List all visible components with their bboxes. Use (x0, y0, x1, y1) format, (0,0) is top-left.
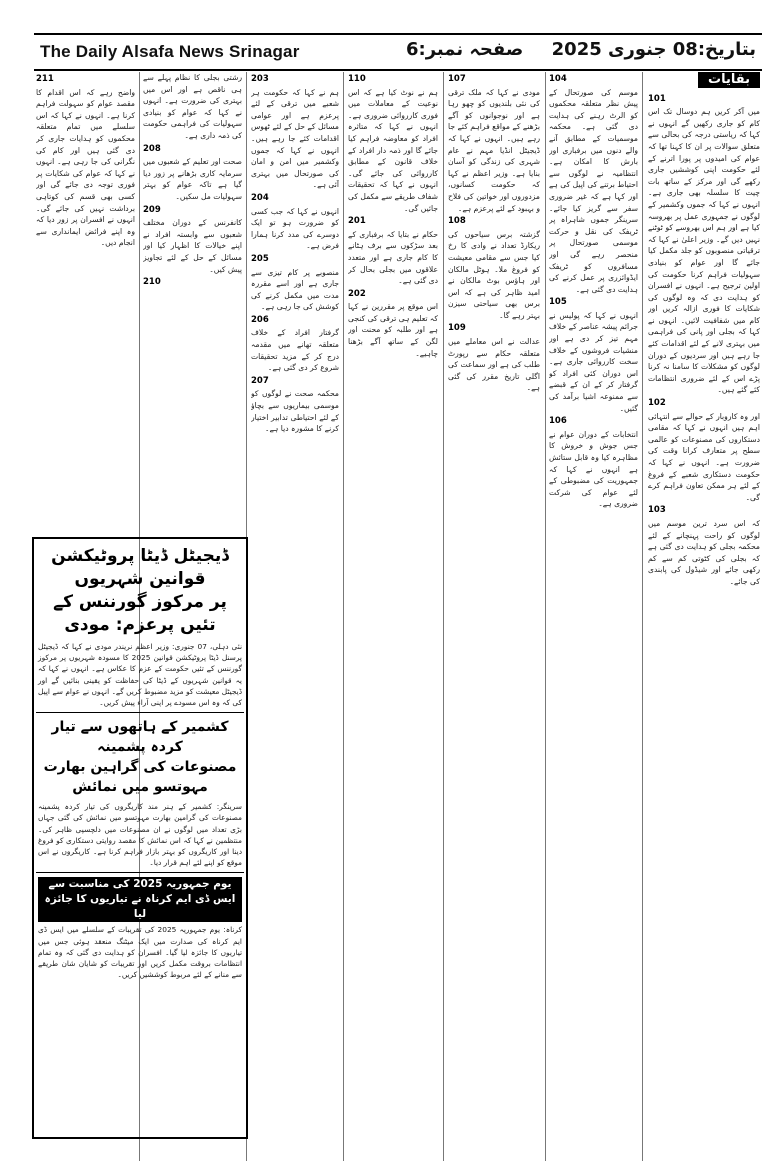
story-text: ہم نے نوٹ کیا ہے کہ اس نوعیت کے معاملات میں فوری کارروائی ضروری ہے۔ انہوں نے کہا کہ متاثرہ افراد کو معاوضہ فراہم کیا جائے گا اور ذمہ دار افراد کے خلاف قانون کے مطابق کارروائی کی جائے گی۔ انہوں نے کہا کہ تحقیقات شفاف طریقے سے مکمل کی جائیں گی۔ (348, 87, 438, 213)
story-number: 204 (251, 192, 269, 203)
column-6 (143, 72, 242, 532)
story-number: 108 (448, 216, 466, 227)
story-text: انتخابات کے دوران عوام نے جس جوش و خروش کا مظاہرہ کیا وہ قابل ستائش ہے انہوں نے کہا کہ جمہوریت کی مضبوطی کے لئے عوام کی شرکت ضروری ہے۔ (549, 429, 638, 509)
column-1 (648, 72, 760, 1157)
story-number: 103 (648, 505, 666, 516)
issue-date: بتاریخ:08 جنوری 2025 (551, 39, 756, 60)
story-text: واضح رہے کہ اس اقدام کا مقصد عوام کو سہولت فراہم کرنا ہے۔ انہوں نے کہا کہ اس سلسلے میں تمام متعلقہ محکموں کو ہدایات جاری کر دی گئی ہیں اور کام کی نگرانی کی جا رہی ہے۔ انہوں نے کہا کہ عوام کی شکایات پر فوری توجہ دی جائے گی اور کسی بھی قسم کی کوتاہی برداشت نہیں کی جائے گی۔ انہوں نے افسران پر زور دیا کہ وہ اپنے فرائض ایمانداری سے انجام دیں۔ (36, 87, 135, 248)
story-text: کانفرنس کے دوران مختلف شعبوں سے وابستہ افراد نے اپنے خیالات کا اظہار کیا اور مسائل کے حل کے لئے تجاویز پیش کیں۔ (143, 218, 242, 274)
column-divider (343, 72, 344, 1161)
story-text: گرفتار افراد کے خلاف متعلقہ تھانے میں مقدمہ درج کر کے مزید تحقیقات شروع کر دی گئی ہے۔ (251, 328, 339, 373)
page-number: صفحہ نمبر:6 (406, 39, 524, 60)
story-text: اس موقع پر مقررین نے کہا کہ تعلیم ہی ترقی کی کنجی ہے اور طلبہ کو محنت اور لگن کے ساتھ آگے بڑھنا چاہیے۔ (348, 302, 438, 358)
story-number: 205 (251, 253, 269, 264)
column-divider (545, 72, 546, 1161)
column-3 (448, 72, 540, 1157)
story-number: 106 (549, 416, 567, 427)
story-number: 101 (648, 93, 666, 104)
column-divider (443, 72, 444, 1161)
story-text: محکمہ صحت نے لوگوں کو موسمی بیماریوں سے بچاؤ کے لئے احتیاطی تدابیر اختیار کرنے کا مشورہ دیا ہے۔ (251, 389, 339, 434)
story-text: سرینگر: کشمیر کے ہنر مند کاریگروں کی تیار کردہ پشمینہ مصنوعات کی گرامین بھارت مہوتسو میں نمائش کی گئی جہاں بڑی تعداد میں لوگوں نے ان مصنوعات میں دلچسپی ظاہر کی۔ منتظمین نے کہا کہ اس نمائش کا مقصد روایتی دستکاری کو فروغ دینا اور کاریگروں کو بہتر بازار فراہم کرنا ہے۔ کاریگروں نے اس موقع کو اپنے لئے اہم قرار دیا۔ (38, 802, 242, 868)
divider (36, 712, 244, 713)
divider (36, 872, 244, 873)
story-text: رشتی بجلی کا نظام پہلے سے ہی ناقص ہے اور اس میں بہتری کی ضرورت ہے۔ انہوں نے کہا کہ عوام کو بنیادی سہولیات کی فراہمی حکومت کی ذمہ داری ہے۔ (143, 73, 242, 140)
column-7 (36, 72, 135, 532)
column-4 (348, 72, 438, 1157)
story-number: 110 (348, 74, 366, 84)
story-number: 202 (348, 288, 366, 299)
story-text: انہوں نے کہا کہ جب کسی کو ضرورت ہو تو ایک دوسرے کی مدد کرنا ہمارا فرض ہے۔ (251, 206, 339, 251)
headline: یوم جمہوریہ 2025 کی مناسبت سے ایس ڈی ایم کرناہ نے تیاریوں کا جائزہ لیا (38, 877, 242, 922)
story-text: نئی دہلی، 07 جنوری: وزیر اعظم نریندر مودی نے کہا کہ ڈیجیٹل پرسنل ڈیٹا پروٹیکشن قوانین 2025 کا مسودہ شہریوں پر مرکوز گورننس کے تئیں حکومت کے عزم کا عکاس ہے۔ انہوں نے کہا کہ یہ قوانین شہریوں کے ڈیٹا کی حفاظت کو یقینی بنائیں گے اور ڈیجیٹل معیشت کو مزید مضبوط کریں گے۔ انہوں نے عوام سے اپیل کی کہ وہ اس مسودے پر اپنی آراء پیش کریں۔ (38, 642, 243, 708)
masthead (34, 33, 762, 71)
story-number: 201 (348, 216, 366, 227)
story-number: 210 (143, 277, 161, 288)
story-text: منصوبے پر کام تیزی سے جاری ہے اور اسے مقررہ مدت میں مکمل کرنے کی کوشش کی جا رہی ہے۔ (251, 267, 339, 312)
headline: مصنوعات کی گراہین بھارت مہوتسو میں نمائش (43, 759, 237, 796)
story-text: مودی نے کہا کہ ملک ترقی کی نئی بلندیوں کو چھو رہا ہے اور نوجوانوں کو آگے بڑھنے کے مواقع فراہم کئے جا رہے ہیں۔ انہوں نے کہا کہ ڈیجیٹل انڈیا مہم نے عام شہری کی زندگی کو آسان بنایا ہے۔ وزیر اعظم نے کہا کہ حکومت کسانوں، مزدوروں اور خواتین کی فلاح و بہبود کے لئے پرعزم ہے۔ (448, 87, 540, 213)
story-number: 206 (251, 314, 269, 325)
story-number: 207 (251, 375, 269, 386)
story-text: عدالت نے اس معاملے میں متعلقہ حکام سے رپورٹ طلب کی ہے اور سماعت کی اگلی تاریخ مقرر کی گئی ہے۔ (448, 337, 540, 393)
story-text: میں آکر کریں ہم دوسال تک اس کام کو جاری رکھیں گے انہوں نے کہا کہ ریاستی درجہ کی بحالی سے متعلق سوالات پر ان کا کہنا تھا کہ عوام کی امیدوں پر پورا اترنے کے لئے حکومت اپنی کوششیں جاری رکھے گی اور مرکز کے ساتھ بات چیت کا سلسلہ بھی جاری ہے۔ انہوں نے کہا کہ جموں وکشمیر کے لوگوں نے جمہوری عمل پر بھروسہ کیا ہے اور ہم اس بھروسے کو ٹوٹنے نہیں دیں گے۔ وزیر اعلیٰ نے کہا کہ ترقیاتی منصوبوں کو جلد مکمل کیا جائے گا اور عوام کو بنیادی سہولیات فراہم کرنا حکومت کی اولین ترجیح ہے۔ انہوں نے افسران کو ہدایت دی کہ وہ لوگوں کی شکایات کا فوری ازالہ کریں اور کام میں شفافیت لائیں۔ انہوں نے کہا کہ بجلی اور پانی کی فراہمی میں بہتری لانے کے لئے اقدامات کئے جا رہے ہیں اور سردیوں کے دوران لوگوں کو مشکلات کا سامنا نہ کرنا پڑے اس کے لئے ضروری انتظامات کئے گئے ہیں۔ (648, 107, 760, 395)
column-2 (549, 72, 638, 1157)
story-text: کرناہ: یوم جمہوریہ 2025 کی تقریبات کے سلسلے میں ایس ڈی ایم کرناہ کی صدارت میں ایک میٹنگ منعقد ہوئی جس میں تیاریوں کا جائزہ لیا گیا۔ افسران کو ہدایت دی گئی کہ وہ تمام انتظامات بروقت مکمل کریں اور تقریبات کو شایان شان طریقے سے منانے کے لئے مربوط کوششیں کریں۔ (38, 925, 243, 980)
story-text: کہ اس سرد ترین موسم میں لوگوں کو راحت پہنچانے کے لئے محکمہ بجلی کو ہدایت دی گئی ہے کہ بجلی کی کٹوتی کم سے کم رکھی جائے اور شیڈول کی پابندی کی جائے۔ (648, 518, 760, 586)
story-number: 203 (251, 74, 269, 84)
story-text: اور وہ کاروبار کے حوالے سے انتہائی اہم ہیں انہوں نے کہا کہ مقامی دستکاروں کی مصنوعات کو عالمی سطح پر متعارف کرانا وقت کی ضرورت ہے۔ انہوں نے کہا کہ حکومت دستکاری شعبے کے فروغ کے لئے ہر ممکن تعاون فراہم کرے گی۔ (648, 411, 760, 502)
story-number: 104 (549, 74, 567, 84)
newspaper-name: The Daily Alsafa News Srinagar (40, 42, 300, 61)
headline: کشمیر کے ہاتھوں سے تیار کردہ پشمینہ (51, 719, 229, 756)
column-divider (642, 72, 643, 1161)
story-text: گزشتہ برس سیاحوں کی ریکارڈ تعداد نے وادی کا رخ کیا جس سے مقامی معیشت کو فروغ ملا۔ ہوٹل مالکان اور ہاؤس بوٹ مالکان نے امید ظاہر کی ہے کہ اس برس بھی سیاحتی سیزن بہتر رہے گا۔ (448, 229, 540, 320)
column-5 (251, 72, 339, 1157)
story-text: ہم نے کہا کہ حکومت ہر شعبے میں ترقی کے لئے پرعزم ہے اور عوامی مسائل کے حل کے لئے ٹھوس اقدامات کئے جا رہے ہیں۔ انہوں نے کہا کہ جموں وکشمیر میں امن و امان کی صورتحال میں بہتری آئی ہے۔ (251, 87, 339, 190)
story-number: 109 (448, 323, 466, 334)
headline: پر مرکوز گورننس کے تئیں پرعزم: مودی (53, 592, 227, 635)
story-number: 107 (448, 74, 466, 84)
story-number: 105 (549, 297, 567, 308)
story-number: 208 (143, 143, 161, 154)
story-text: موسم کی صورتحال کے پیش نظر متعلقہ محکموں کو الرٹ رہنے کی ہدایت دی گئی ہے۔ محکمہ موسمیات کے مطابق آنے والے دنوں میں برفباری اور بارش کا امکان ہے۔ انتظامیہ نے لوگوں سے احتیاط برتنے کی اپیل کی ہے اور کہا ہے کہ غیر ضروری سفر سے گریز کیا جائے۔ سرینگر جموں شاہراہ پر ٹریفک کی نقل و حرکت موسمی صورتحال پر منحصر رہے گی اور مسافروں کو ٹریفک ایڈوائزری پر عمل کرنے کی ہدایت دی گئی ہے۔ (549, 87, 638, 294)
section-heading: بقایات (698, 72, 760, 88)
story-text: انہوں نے کہا کہ پولیس نے جرائم پیشہ عناصر کے خلاف مہم تیز کر دی ہے اور منشیات فروشوں کے خلاف سخت کارروائی جاری ہے۔ اس دوران کئی افراد کو گرفتار کر کے ان کے قبضے سے ممنوعہ اشیا برآمد کی گئیں۔ (549, 310, 638, 413)
story-number: 102 (648, 398, 666, 409)
story-text: صحت اور تعلیم کے شعبوں میں سرمایہ کاری بڑھانے پر زور دیا گیا ہے تاکہ عوام کو بہتر سہولیات مل سکیں۔ (143, 157, 242, 201)
news-box (32, 537, 248, 1139)
headline: ڈیجیٹل ڈیٹا پروٹیکشن قوانین شہریوں (51, 546, 229, 589)
story-number: 209 (143, 204, 161, 215)
story-text: حکام نے بتایا کہ برفباری کے بعد سڑکوں سے برف ہٹانے کا کام جاری ہے اور متعدد علاقوں میں بجلی بحال کر دی گئی ہے۔ (348, 229, 438, 286)
story-number: 211 (36, 74, 54, 84)
